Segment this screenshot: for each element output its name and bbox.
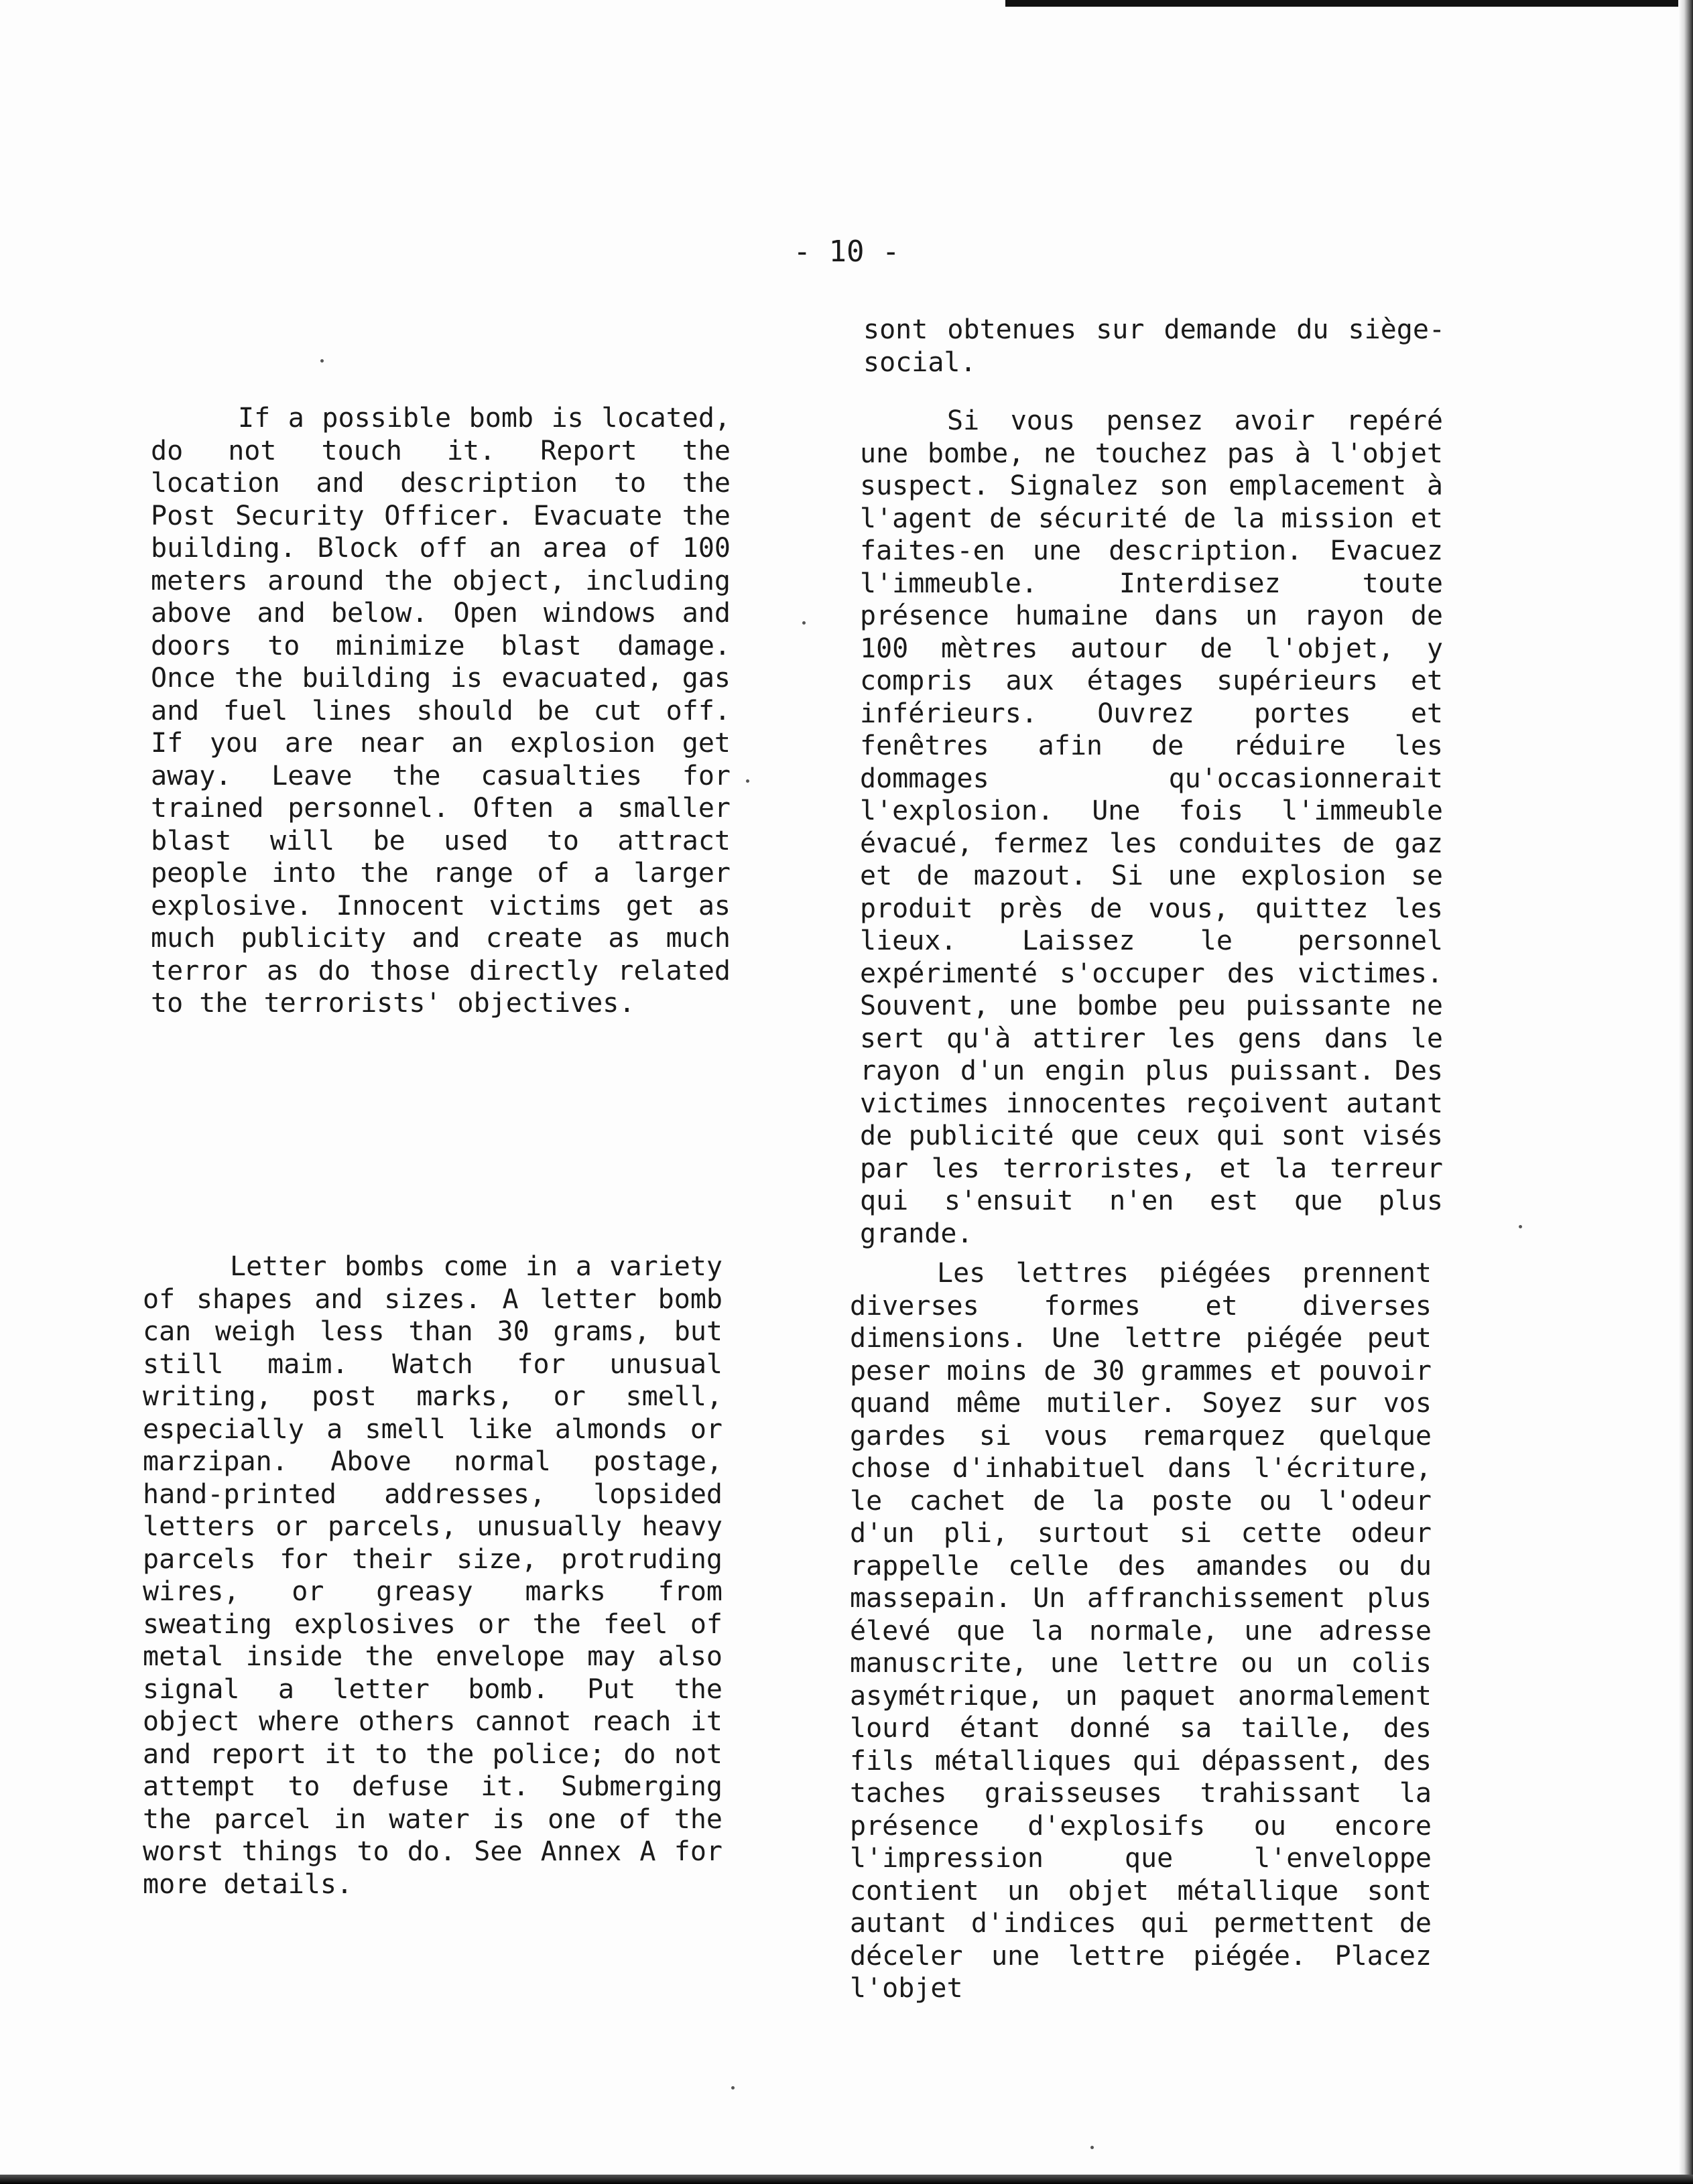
scan-speck [320,359,324,363]
scan-speck [1090,2146,1094,2149]
scan-speck [746,779,749,783]
french-paragraph-bomb-located: Si vous pensez avoir repéré une bombe, ne touchez pas à l'objet suspect. Signalez son emplacement à l'agent de sécurité de la mission et faites-en une description. Evacuez l'immeuble. Interdisez toute présence humaine dans un rayon de 100 mètres autour de l'objet, y compris aux étages supérieurs et inférieurs. Ouvrez portes et fenêtres afin de réduire les dommages qu'occasionnerait l'explosion. Une fois l'immeuble évacué, fermez les conduites de gaz et de mazout. Si une explosion se produit près de vous, quittez les lieux. Laissez le personnel expérimenté s'occuper des victimes. Souvent, une bombe peu puissante ne sert qu'à attirer les gens dans le rayon d'un engin plus puissant. Des victimes innocentes reçoivent autant de publicité que ceux qui sont visés par les terroristes, et la terreur qui s'ensuit n'en est que plus grande. [860,405,1443,1249]
english-paragraph-letter-bombs: Letter bombs come in a variety of shapes and sizes. A letter bomb can weigh less than 30 grams, but still maim. Watch for unusual writing, post marks, or smell, especially a smell like almonds or marzipan. Above normal postage, hand-printed addresses, lopsided letters or parcels, unusually heavy parcels for their size, protruding wires, or greasy marks from sweating explosives or the feel of metal inside the envelope may also signal a letter bomb. Put the object where others cannot reach it and report it to the police; do not attempt to defuse it. Submerging the parcel in water is one of the worst things to do. See Annex A for more details. [143,1251,723,1900]
scan-edge-bottom [0,2175,1693,2184]
french-paragraph-continuation: sont obtenues sur demande du siège-social. [863,314,1445,378]
scan-edge-right [1678,0,1693,2184]
scan-speck [1519,1225,1522,1228]
page-number: - 10 - [793,235,900,269]
scan-speck [731,2086,735,2090]
scan-speck [802,621,806,625]
english-paragraph-bomb-located: If a possible bomb is located, do not touch it. Report the location and description to the Post Security Officer. Evacuate the building. Block off an area of 100 meters around the object, including above and below. Open windows and doors to minimize blast damage. Once the building is evacuated, gas and fuel lines should be cut off. If you are near an explosion get away. Leave the casualties for trained personnel. Often a smaller blast will be used to attract people into the range of a larger explosive. Innocent victims get as much publicity and create as much terror as do those directly related to the terrorists' objectives. [151,403,731,1019]
scan-edge-top [1005,0,1693,7]
french-paragraph-letter-bombs: Les lettres piégées prennent diverses formes et diverses dimensions. Une lettre piégée peut peser moins de 30 grammes et pouvoir quand même mutiler. Soyez sur vos gardes si vous remarquez quelque chose d'inhabituel dans l'écriture, le cachet de la poste ou l'odeur d'un pli, surtout si cette odeur rappelle celle des amandes ou du massepain. Un affranchissement plus élevé que la normale, une adresse manuscrite, une lettre ou un colis asymétrique, un paquet anormalement lourd étant donné sa taille, des fils métalliques qui dépassent, des taches graisseuses trahissant la présence d'explosifs ou encore l'impression que l'enveloppe contient un objet métallique sont autant d'indices qui permettent de déceler une lettre piégée. Placez l'objet [850,1258,1432,2004]
